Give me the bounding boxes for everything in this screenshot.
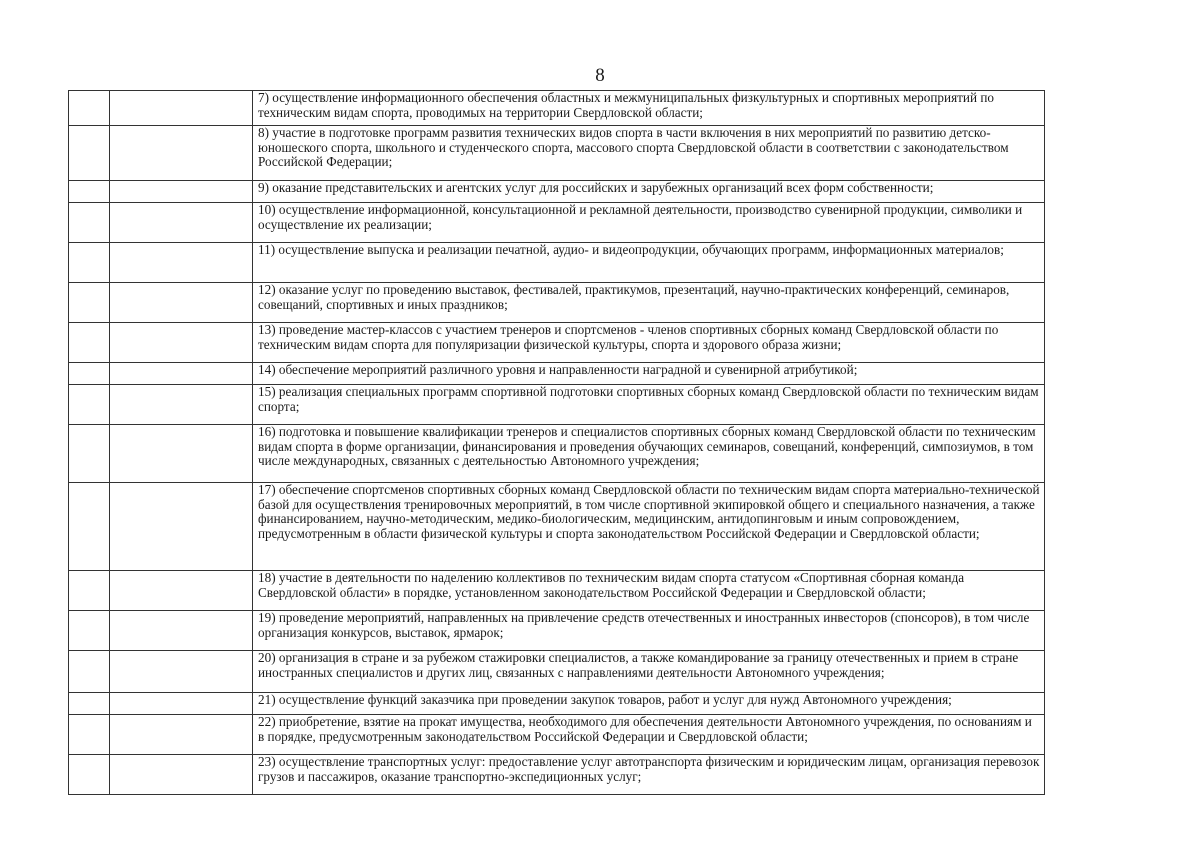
- table-row: [69, 571, 1045, 611]
- table-row: [69, 126, 1045, 181]
- row-number-cell: [69, 611, 110, 651]
- row-name-cell: [110, 126, 253, 181]
- table-row: [69, 651, 1045, 693]
- row-number-cell: [69, 755, 110, 795]
- row-name-cell: [110, 425, 253, 483]
- row-number-cell: [69, 243, 110, 283]
- table-row: [69, 91, 1045, 126]
- row-name-cell: [110, 571, 253, 611]
- table-row: [69, 755, 1045, 795]
- document-table: [68, 90, 1045, 795]
- row-name-cell: [110, 611, 253, 651]
- row-text-cell: 15) реализация специальных программ спортивной подготовки спортивных сборных команд Свердловской области по техническим видам спорта;: [253, 385, 1045, 425]
- row-number-cell: [69, 363, 110, 385]
- row-text-cell: 9) оказание представительских и агентских услуг для российских и зарубежных организаций всех форм собственности;: [253, 181, 1045, 203]
- table-body: [69, 91, 1045, 795]
- table-row: [69, 323, 1045, 363]
- row-number-cell: [69, 385, 110, 425]
- row-text-cell: 21) осуществление функций заказчика при проведении закупок товаров, работ и услуг для нужд Автономного учреждения;: [253, 693, 1045, 715]
- row-number-cell: [69, 283, 110, 323]
- row-number-cell: [69, 425, 110, 483]
- row-text-cell: 14) обеспечение мероприятий различного уровня и направленности наградной и сувенирной атрибутикой;: [253, 363, 1045, 385]
- table-row: [69, 283, 1045, 323]
- row-text-cell: 7) осуществление информационного обеспечения областных и межмуниципальных физкультурных и спортивных мероприятий по техническим видам спорта, проводимых на территории Свердловской области;: [253, 91, 1045, 126]
- table-row: [69, 203, 1045, 243]
- table-row: [69, 243, 1045, 283]
- row-text-cell: 12) оказание услуг по проведению выставок, фестивалей, практикумов, презентаций, научно-практических конференций, семинаров, совещаний, спортивных и иных праздников;: [253, 283, 1045, 323]
- row-text-cell: 23) осуществление транспортных услуг: предоставление услуг автотранспорта физическим и юридическим лицам, организация перевозок грузов и пассажиров, оказание транспортно-экспедиционных услуг;: [253, 755, 1045, 795]
- table-row: [69, 715, 1045, 755]
- table-row: [69, 611, 1045, 651]
- row-name-cell: [110, 363, 253, 385]
- row-text-cell: 17) обеспечение спортсменов спортивных сборных команд Свердловской области по техническим видам спорта материально-технической базой для осуществления тренировочных мероприятий, в том числе спортивной экипировкой общего и специального назначения, а также финансированием, научно-методическим, медико-биологическим, медицинским, антидопинговым и иным сопровождением, предусмотренным в области физической культуры и спорта законодательством Российской Федерации и Свердловской области;: [253, 483, 1045, 571]
- row-number-cell: [69, 571, 110, 611]
- row-number-cell: [69, 181, 110, 203]
- row-name-cell: [110, 91, 253, 126]
- row-name-cell: [110, 283, 253, 323]
- row-text-cell: 11) осуществление выпуска и реализации печатной, аудио- и видеопродукции, обучающих программ, информационных материалов;: [253, 243, 1045, 283]
- row-text-cell: 20) организация в стране и за рубежом стажировки специалистов, а также командирование за границу отечественных и прием в стране иностранных специалистов и других лиц, связанных с направлениями деятельности Автономного учреждения;: [253, 651, 1045, 693]
- row-number-cell: [69, 126, 110, 181]
- table-row: [69, 483, 1045, 571]
- row-name-cell: [110, 755, 253, 795]
- row-number-cell: [69, 651, 110, 693]
- row-text-cell: 16) подготовка и повышение квалификации тренеров и специалистов спортивных сборных команд Свердловской области по техническим видам спорта в форме организации, финансирования и проведения обучающих семинаров, совещаний, конференций, симпозиумов, в том числе международных, связанных с деятельностью Автономного учреждения;: [253, 425, 1045, 483]
- row-name-cell: [110, 323, 253, 363]
- table-row: [69, 385, 1045, 425]
- row-name-cell: [110, 181, 253, 203]
- row-number-cell: [69, 323, 110, 363]
- page-number: 8: [595, 65, 605, 86]
- row-name-cell: [110, 483, 253, 571]
- row-name-cell: [110, 651, 253, 693]
- row-name-cell: [110, 203, 253, 243]
- row-number-cell: [69, 715, 110, 755]
- row-text-cell: 8) участие в подготовке программ развития технических видов спорта в части включения в них мероприятий по развитию детско-юношеского спорта, школьного и студенческого спорта, массового спорта Свердловской области в соответствии с законодательством Российской Федерации;: [253, 126, 1045, 181]
- row-number-cell: [69, 693, 110, 715]
- row-text-cell: 13) проведение мастер-классов с участием тренеров и спортсменов - членов спортивных сборных команд Свердловской области по техническим видам спорта для популяризации физической культуры, спорта и здорового образа жизни;: [253, 323, 1045, 363]
- row-number-cell: [69, 91, 110, 126]
- row-text-cell: 19) проведение мероприятий, направленных на привлечение средств отечественных и иностранных инвесторов (спонсоров), в том числе организация конкурсов, выставок, ярмарок;: [253, 611, 1045, 651]
- table-row: [69, 181, 1045, 203]
- table-row: [69, 693, 1045, 715]
- row-number-cell: [69, 203, 110, 243]
- table-row: [69, 363, 1045, 385]
- row-number-cell: [69, 483, 110, 571]
- row-text-cell: 22) приобретение, взятие на прокат имущества, необходимого для обеспечения деятельности Автономного учреждения, по основаниям и в порядке, предусмотренным законодательством Российской Федерации и Свердловской области;: [253, 715, 1045, 755]
- row-name-cell: [110, 385, 253, 425]
- row-name-cell: [110, 715, 253, 755]
- row-name-cell: [110, 693, 253, 715]
- table-row: [69, 425, 1045, 483]
- row-text-cell: 18) участие в деятельности по наделению коллективов по техническим видам спорта статусом «Спортивная сборная команда Свердловской области» в порядке, установленном законодательством Российской Федерации и Свердловской области;: [253, 571, 1045, 611]
- row-name-cell: [110, 243, 253, 283]
- row-text-cell: 10) осуществление информационной, консультационной и рекламной деятельности, производство сувенирной продукции, символики и осуществление их реализации;: [253, 203, 1045, 243]
